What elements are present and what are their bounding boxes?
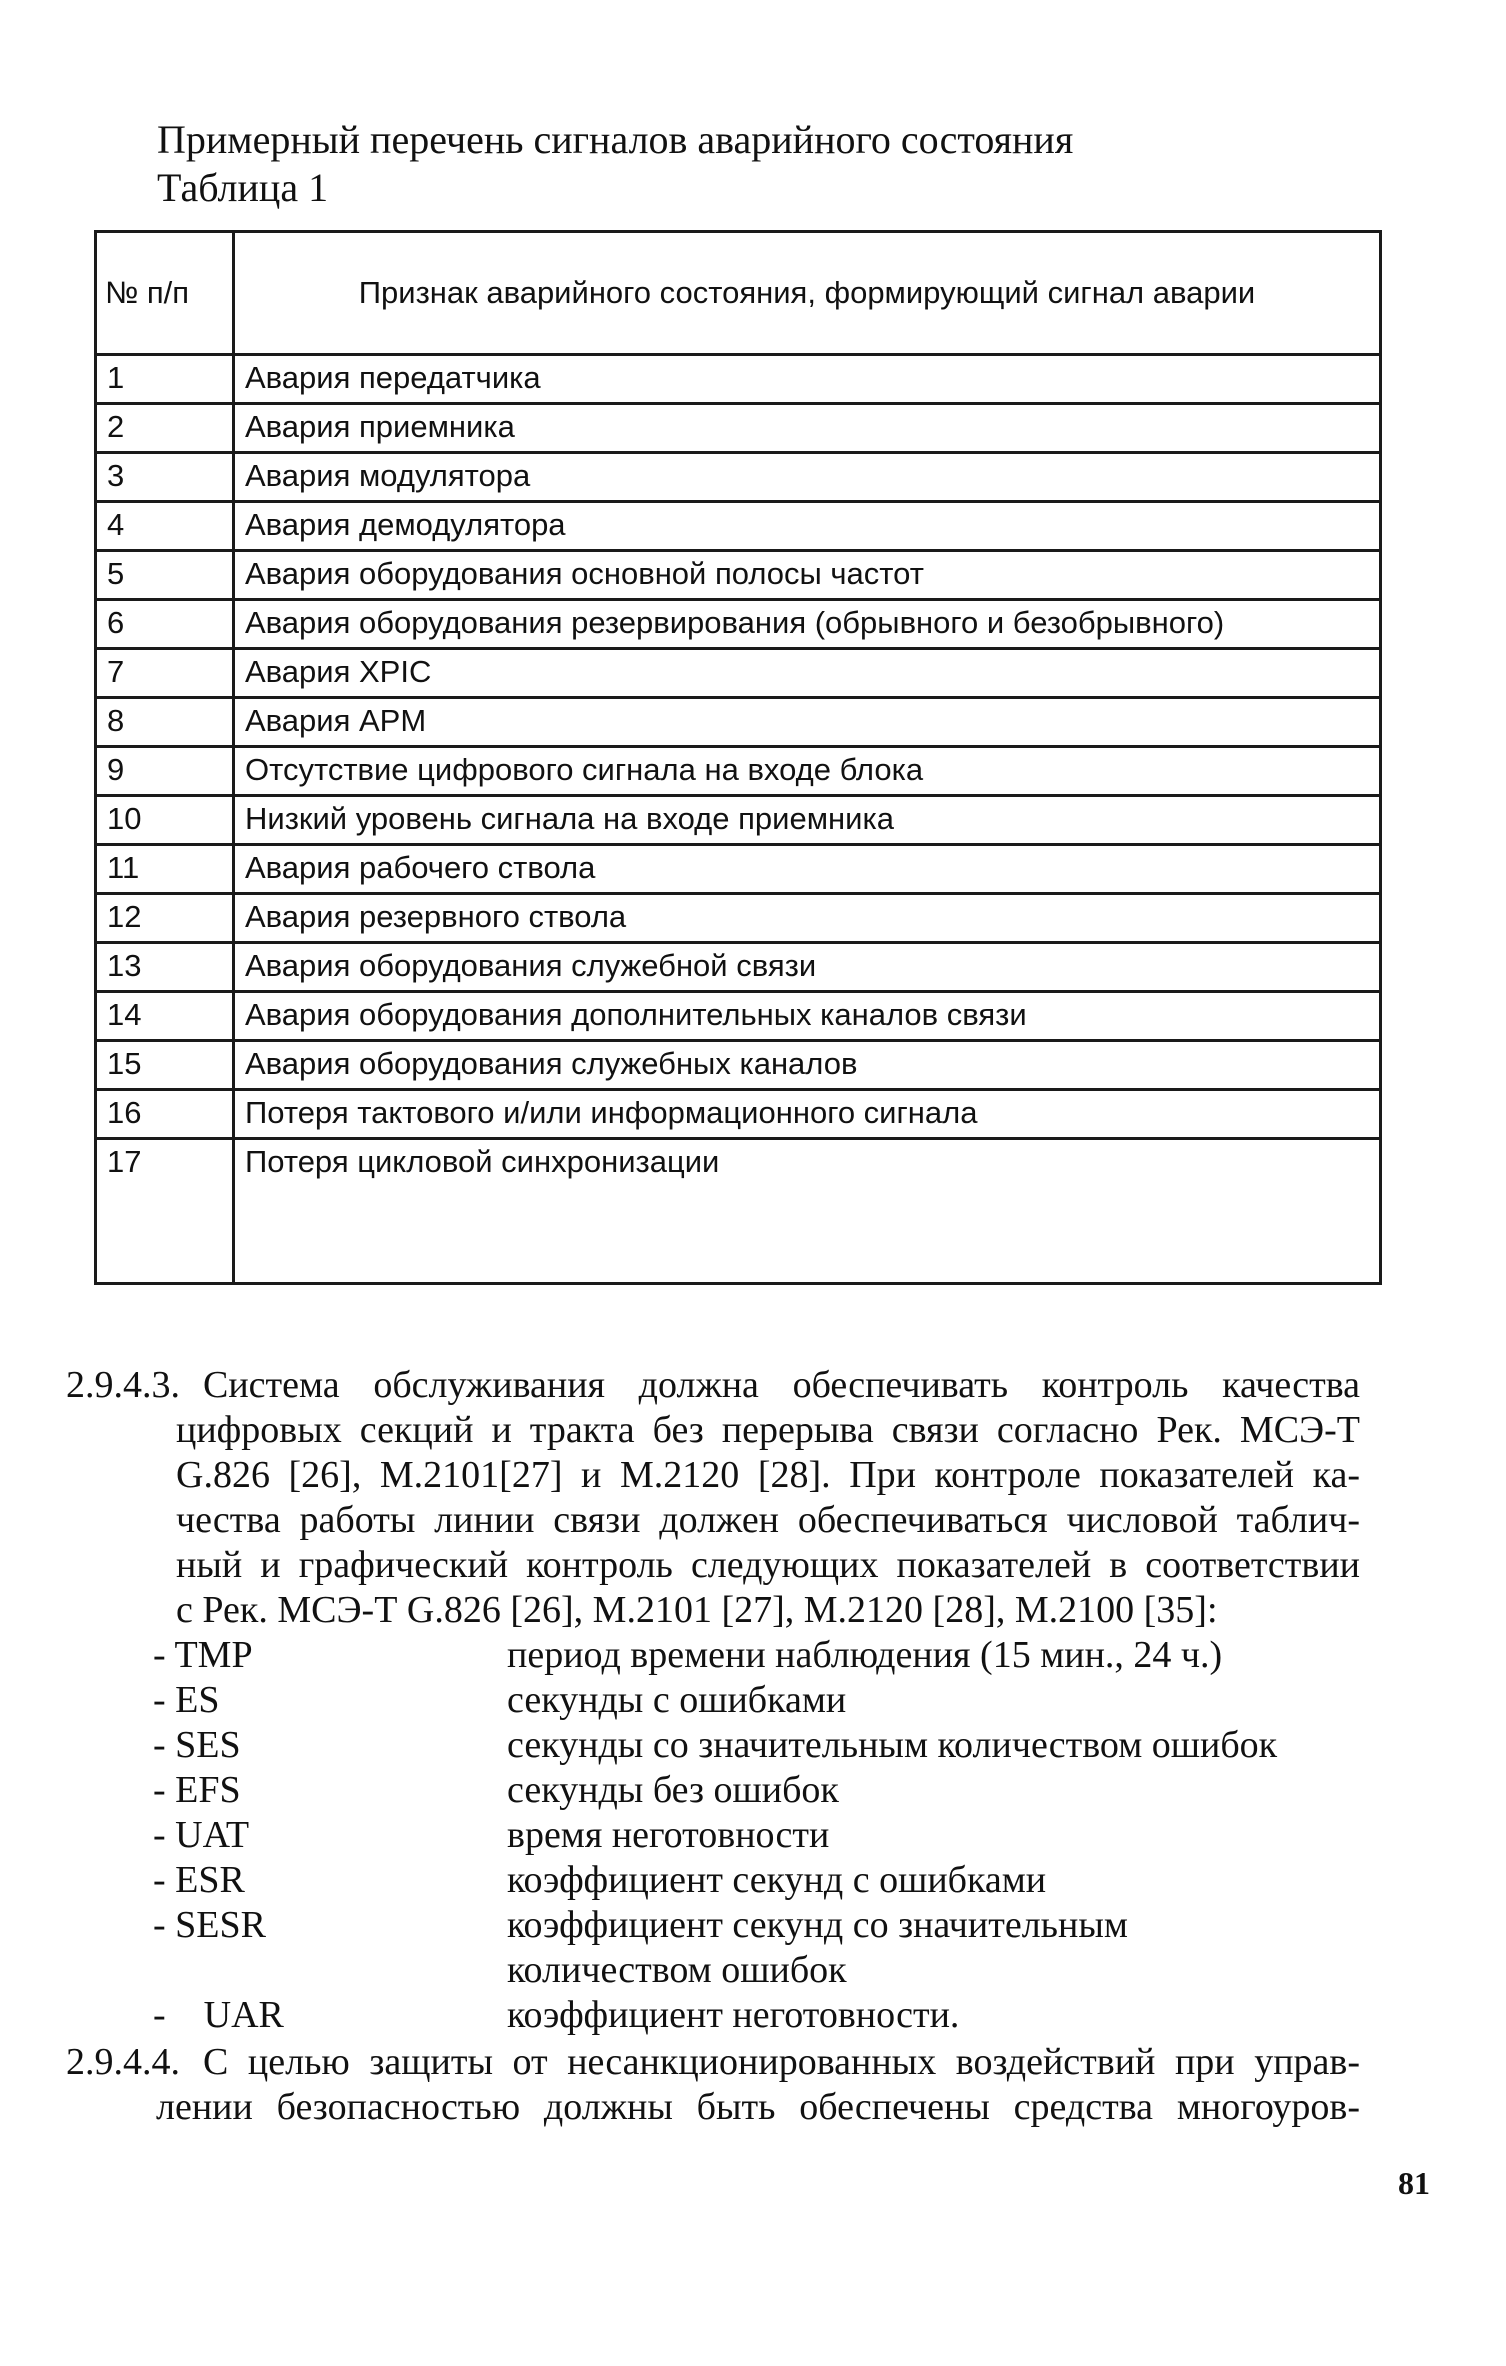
- row-text: Авария передатчика: [234, 355, 1381, 404]
- column-header-number: № п/п: [96, 232, 234, 355]
- section-number-2944: 2.9.4.4.: [66, 2041, 180, 2083]
- row-text: Низкий уровень сигнала на входе приемника: [234, 796, 1381, 845]
- table-row: [96, 698, 1381, 747]
- row-number: 4: [96, 502, 234, 551]
- row-number: 15: [96, 1041, 234, 1090]
- definition-desc: секунды без ошибок: [507, 1769, 839, 1811]
- table-title: Примерный перечень сигналов аварийного состояния: [157, 117, 1074, 162]
- row-text: Авария оборудования дополнительных каналов связи: [234, 992, 1381, 1041]
- column-header-sign: Признак аварийного состояния, формирующий сигнал аварии: [234, 232, 1381, 355]
- table-row: [96, 796, 1381, 845]
- definition-desc: коэффициент неготовности.: [507, 1994, 960, 2036]
- definition-term: - UAR: [153, 1994, 284, 2036]
- table-row: [96, 992, 1381, 1041]
- table-row: [96, 943, 1381, 992]
- row-text: Потеря цикловой синхронизации: [234, 1139, 1381, 1284]
- row-text: Авария оборудования основной полосы частот: [234, 551, 1381, 600]
- table-row: [96, 355, 1381, 404]
- definition-term: - TMP: [153, 1634, 253, 1676]
- row-number: 14: [96, 992, 234, 1041]
- row-text: Авария оборудования служебной связи: [234, 943, 1381, 992]
- paragraph-line: Система обслуживания должна обеспечивать контроль качества: [203, 1364, 1360, 1406]
- row-number: 2: [96, 404, 234, 453]
- row-text: Авария приемника: [234, 404, 1381, 453]
- row-number: 9: [96, 747, 234, 796]
- page-number: 81: [1398, 2165, 1430, 2201]
- row-text: Авария оборудования служебных каналов: [234, 1041, 1381, 1090]
- row-number: 10: [96, 796, 234, 845]
- table-row: [96, 453, 1381, 502]
- row-text: Авария демодулятора: [234, 502, 1381, 551]
- row-number: 12: [96, 894, 234, 943]
- table-row: [96, 404, 1381, 453]
- row-number: 13: [96, 943, 234, 992]
- paragraph-line: С целью защиты от несанкционированных воздействий при управ-: [203, 2041, 1360, 2083]
- row-text: Авария резервного ствола: [234, 894, 1381, 943]
- definition-desc: секунды с ошибками: [507, 1679, 847, 1721]
- definition-term: - SESR: [153, 1904, 266, 1946]
- table-row: [96, 551, 1381, 600]
- section-number-2943: 2.9.4.3.: [66, 1364, 180, 1406]
- row-number: 1: [96, 355, 234, 404]
- row-text: Авария APM: [234, 698, 1381, 747]
- paragraph-line: чества работы линии связи должен обеспечиваться числовой таблич-: [176, 1499, 1360, 1541]
- definition-desc: коэффициент секунд с ошибками: [507, 1859, 1047, 1901]
- table-row: [96, 1041, 1381, 1090]
- paragraph-line: с Рек. МСЭ-Т G.826 [26], М.2101 [27], М.2120 [28], М.2100 [35]:: [176, 1589, 1218, 1631]
- definition-term: - UAT: [153, 1814, 250, 1856]
- row-number: 11: [96, 845, 234, 894]
- row-number: 3: [96, 453, 234, 502]
- paragraph-line: цифровых секций и тракта без перерыва связи согласно Рек. МСЭ-Т: [176, 1409, 1360, 1451]
- definition-term: - SES: [153, 1724, 241, 1766]
- definition-term: - EFS: [153, 1769, 241, 1811]
- row-text: Авария модулятора: [234, 453, 1381, 502]
- table-row: [96, 894, 1381, 943]
- table-row: [96, 845, 1381, 894]
- alarm-signals-table: [94, 230, 1382, 1285]
- definition-desc: количеством ошибок: [507, 1949, 847, 1991]
- table-row: [96, 502, 1381, 551]
- row-number: 6: [96, 600, 234, 649]
- definition-desc: время неготовности: [507, 1814, 830, 1856]
- table-row: [96, 747, 1381, 796]
- table-label: Таблица 1: [157, 165, 329, 210]
- definition-term: - ES: [153, 1679, 220, 1721]
- table-header-row: [96, 232, 1381, 355]
- row-text: Авария XPIC: [234, 649, 1381, 698]
- row-text: Потеря тактового и/или информационного сигнала: [234, 1090, 1381, 1139]
- definition-desc: секунды со значительным количеством ошибок: [507, 1724, 1278, 1766]
- definition-term: - ESR: [153, 1859, 245, 1901]
- row-number: 5: [96, 551, 234, 600]
- definition-desc: коэффициент секунд со значительным: [507, 1904, 1128, 1946]
- row-text: Авария рабочего ствола: [234, 845, 1381, 894]
- row-number: 17: [96, 1139, 234, 1284]
- table-row: [96, 600, 1381, 649]
- paragraph-line: лении безопасностью должны быть обеспечены средства многоуров-: [156, 2086, 1360, 2128]
- table-row: [96, 649, 1381, 698]
- row-text: Отсутствие цифрового сигнала на входе блока: [234, 747, 1381, 796]
- row-number: 8: [96, 698, 234, 747]
- row-text: Авария оборудования резервирования (обрывного и безобрывного): [234, 600, 1381, 649]
- paragraph-line: ный и графический контроль следующих показателей в соответствии: [176, 1544, 1360, 1586]
- definition-desc: период времени наблюдения (15 мин., 24 ч.): [507, 1634, 1223, 1676]
- table-row: [96, 1090, 1381, 1139]
- row-number: 16: [96, 1090, 234, 1139]
- table-row: [96, 1139, 1381, 1284]
- row-number: 7: [96, 649, 234, 698]
- paragraph-line: G.826 [26], М.2101[27] и М.2120 [28]. При контроле показателей ка-: [176, 1454, 1360, 1496]
